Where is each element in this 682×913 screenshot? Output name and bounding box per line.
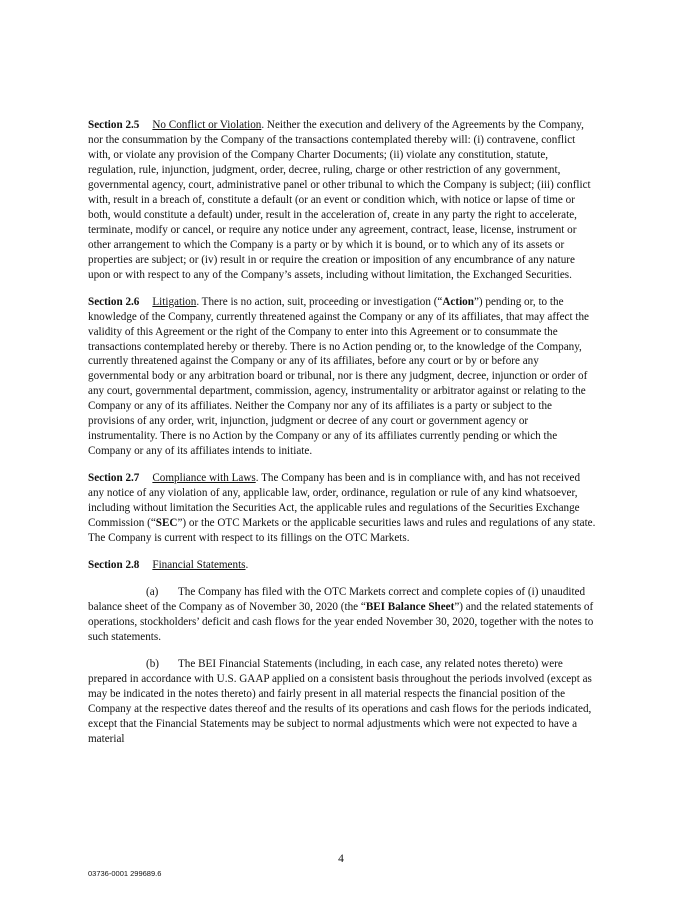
section-title: Financial Statements [152, 559, 246, 572]
section-text: . There is no action, suit, proceeding or investigation (“ [196, 295, 443, 308]
document-code: 03736-0001 299689.6 [88, 869, 162, 878]
subsection-label: (b) [146, 658, 159, 671]
document-body [88, 118, 596, 759]
section-title: Litigation [152, 295, 197, 308]
section-2-8-heading [88, 558, 596, 573]
section-number: Section 2.6 [88, 295, 140, 308]
section-text: . [245, 559, 249, 572]
section-text: ”) or the OTC Markets or the applicable securities laws and rules and regulations of any state. The Company is current with respect to its fillings on the OTC Markets. [88, 517, 596, 545]
section-2-6-paragraph [88, 295, 596, 459]
section-text: . Neither the execution and delivery of the Agreements by the Company, nor the consummation by the Company of the transactions contemplated thereby will: (i) contravene, conflict with, or violate any provision of the Company Charter Documents; (ii) violate any constitution, statute, regulation, rule, injunction, judgment, order, decree, ruling, charge or other restriction of any government, governmental agency, court, administrative panel or other tribunal to which the Company is subject; (iii) conflict with, result in a breach of, constitute a default (or an event or condition which, with notice or lapse of time or both, would constitute a default) under, result in the acceleration of, create in any party the right to accelerate, terminate, modify or cancel, or require any notice under any agreement, contract, lease, license, instrument or other arrangement to which the Company is a party or by which it is bound, or to which any of its assets or properties are subject; or (iv) result in or require the creation or imposition of any encumbrance of any nature upon or with respect to any of the Company’s assets, including without limitation, the Exchanged Securities. [88, 119, 591, 281]
section-text: ”) pending or, to the knowledge of the Company, currently threatened against the Company or any of its affiliates, that may affect the validity of this Agreement or the right of the Company to enter into this Agreement or to consummate the transactions contemplated hereby or thereby. There is no Action pending or, to the knowledge of the Company, currently threatened against the Company or any of its affiliates, before any court or by or before any governmental body or any arbitration board or tribunal, nor is there any judgment, decree, injunction or order of any court, governmental department, commission, agency, instrumentality or arbitrator against or relating to the Company or any of its affiliates. Neither the Company nor any of its affiliates is a party or subject to the provisions of any order, writ, injunction, judgment or decree of any court or government agency or instrumentality. There is no Action by the Company or any of its affiliates currently pending or which the Company or any of its affiliates intends to initiate. [88, 295, 589, 458]
subsection-label: (a) [146, 586, 159, 599]
section-number: Section 2.8 [88, 559, 140, 572]
defined-term: SEC [155, 517, 178, 530]
defined-term: Action [442, 295, 474, 308]
subsection-text: ”) and the related statements of operations, stockholders’ deficit and cash flows for the year ended November 30, 2020, together with the notes to such statements. [88, 601, 594, 644]
page-number: 4 [338, 853, 344, 865]
subsection-b-paragraph [88, 657, 596, 747]
section-title: Compliance with Laws [152, 472, 256, 485]
section-number: Section 2.7 [88, 472, 140, 485]
section-title: No Conflict or Violation [152, 119, 262, 131]
section-2-7-paragraph [88, 471, 596, 546]
subsection-a-paragraph [88, 585, 596, 645]
section-2-5-paragraph [88, 118, 596, 282]
defined-term: BEI Balance Sheet [365, 601, 455, 614]
subsection-text: The Company has filed with the OTC Markets correct and complete copies of (i) unaudited balance sheet of the Company as of November 30, 2020 (the “ [88, 586, 586, 614]
section-number: Section 2.5 [88, 119, 140, 131]
section-text: . The Company has been and is in compliance with, and has not received any notice of any violation of any, applicable law, order, ordinance, regulation or rule of any kind whatsoever, including without limitation the Securities Act, the applicable rules and regulations of the Securities Exchange Commission (“ [88, 472, 581, 530]
subsection-text: The BEI Financial Statements (including, in each case, any related notes thereto) were prepared in accordance with U.S. GAAP applied on a consistent basis throughout the periods involved (except as may be indicated in the notes thereto) and fairly present in all material respects the financial position of the Company at the respective dates thereof and the results of its operations and cash flows for the periods indicated, except that the Financial Statements may be subject to normal adjustments which were not expected to have a material [88, 658, 592, 746]
